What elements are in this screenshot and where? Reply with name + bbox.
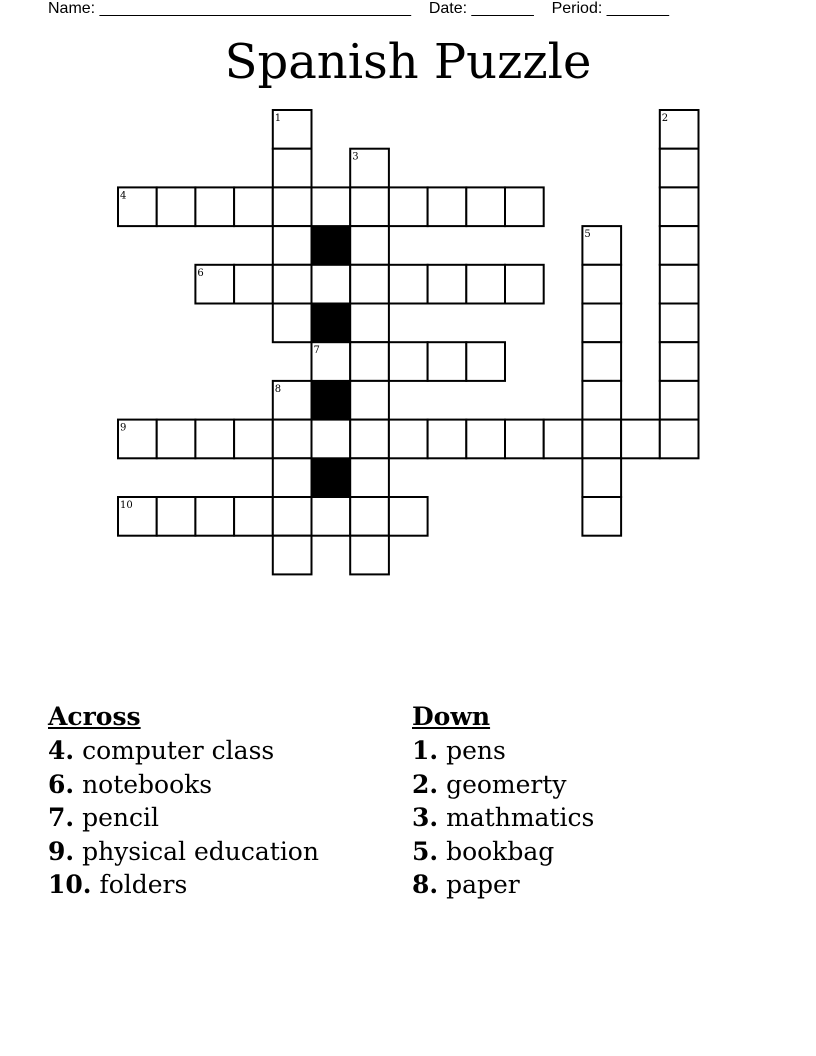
across-heading: Across: [48, 702, 141, 731]
grid-cell[interactable]: [312, 497, 351, 536]
clue-down-8: [412, 868, 594, 902]
grid-cell[interactable]: [660, 149, 699, 188]
grid-cell[interactable]: [389, 420, 428, 459]
clue-number: 6.: [48, 769, 75, 799]
grid-cell[interactable]: [157, 187, 196, 226]
grid-cell[interactable]: [582, 458, 621, 497]
grid-cell[interactable]: [582, 265, 621, 304]
clue-text: folders: [99, 870, 188, 899]
grid-cell[interactable]: [389, 265, 428, 304]
date-label: Date:: [428, 0, 468, 17]
grid-cell[interactable]: [582, 304, 621, 343]
grid-cell[interactable]: [350, 342, 389, 381]
clue-down-2: [412, 768, 594, 802]
page-title: Spanish Puzzle: [224, 34, 592, 90]
grid-cell[interactable]: [350, 420, 389, 459]
grid-cell[interactable]: [582, 381, 621, 420]
cell-number-7: 7: [313, 345, 320, 357]
grid-cell[interactable]: [621, 420, 660, 459]
grid-cell[interactable]: [582, 342, 621, 381]
cell-number-4: 4: [120, 190, 127, 202]
black-cell: [312, 304, 351, 343]
name-label: Name:: [48, 0, 96, 17]
grid-cell[interactable]: [234, 265, 273, 304]
grid-cell[interactable]: [389, 342, 428, 381]
clue-number: 5.: [412, 836, 439, 866]
grid-cell[interactable]: [389, 187, 428, 226]
grid-cell[interactable]: [273, 149, 312, 188]
grid-cell[interactable]: [466, 420, 505, 459]
clue-number: 1.: [412, 736, 439, 765]
clue-down-5: [412, 835, 594, 869]
grid-cell[interactable]: [350, 536, 389, 575]
grid-cell[interactable]: [273, 226, 312, 265]
grid-cell[interactable]: [660, 420, 699, 459]
grid-cell[interactable]: [273, 497, 312, 536]
grid-cell[interactable]: [466, 187, 505, 226]
grid-cell[interactable]: [428, 265, 467, 304]
clue-number: 7.: [48, 803, 75, 832]
cell-number-2: 2: [661, 113, 669, 124]
cell-number-1: 1: [274, 113, 282, 124]
clue-text: paper: [446, 870, 520, 899]
grid-cell[interactable]: [582, 497, 621, 536]
clue-across-6: [48, 768, 319, 802]
grid-cell[interactable]: [312, 265, 351, 304]
grid-cell[interactable]: [660, 265, 699, 304]
clue-across-9: [48, 835, 319, 869]
grid-cell[interactable]: [660, 304, 699, 343]
grid-cell[interactable]: [505, 420, 544, 459]
grid-cell[interactable]: [428, 420, 467, 459]
grid-cell[interactable]: [157, 420, 196, 459]
grid-cell[interactable]: [273, 304, 312, 343]
clue-across-7: [48, 801, 319, 835]
grid-cell[interactable]: [582, 420, 621, 459]
grid-cell[interactable]: [428, 342, 467, 381]
grid-cell[interactable]: [350, 497, 389, 536]
period-blank[interactable]: _______: [606, 0, 670, 17]
clue-number: 10.: [48, 870, 92, 899]
black-cell: [312, 381, 351, 420]
cell-number-5: 5: [584, 229, 591, 241]
clue-text: geomerty: [446, 769, 567, 799]
clue-text: mathmatics: [446, 803, 595, 832]
grid-cell[interactable]: [195, 187, 234, 226]
grid-cell[interactable]: [544, 420, 583, 459]
down-clues: [412, 702, 594, 902]
clue-across-10: [48, 868, 319, 902]
grid-cell[interactable]: [195, 420, 234, 459]
grid-cell[interactable]: [466, 342, 505, 381]
grid-cell[interactable]: [312, 187, 351, 226]
clue-text: pencil: [82, 803, 159, 832]
clue-number: 2.: [412, 769, 439, 799]
grid-cell[interactable]: [350, 226, 389, 265]
black-cell: [312, 226, 351, 265]
cell-number-10: 10: [120, 500, 133, 511]
grid-cell[interactable]: [195, 497, 234, 536]
grid-cell[interactable]: [350, 458, 389, 497]
grid-cell[interactable]: [428, 187, 467, 226]
clue-down-1: [412, 734, 594, 768]
grid-cell[interactable]: [273, 265, 312, 304]
clue-number: 8.: [412, 870, 439, 899]
grid-cell[interactable]: [660, 187, 699, 226]
grid-cell[interactable]: [505, 265, 544, 304]
grid-cell[interactable]: [389, 497, 428, 536]
clue-text: notebooks: [82, 769, 213, 799]
clue-text: computer class: [82, 736, 275, 765]
grid-cell[interactable]: [273, 536, 312, 575]
cell-number-8: 8: [274, 383, 282, 395]
clue-across-4: [48, 734, 319, 768]
clue-down-3: [412, 801, 594, 835]
across-clues: [48, 702, 319, 902]
clue-number: 4.: [48, 736, 75, 765]
grid-cell[interactable]: [466, 265, 505, 304]
grid-cell[interactable]: [273, 458, 312, 497]
cell-number-3: 3: [352, 151, 359, 163]
clue-text: bookbag: [446, 836, 555, 866]
grid-cell[interactable]: [350, 381, 389, 420]
period-label: Period:: [551, 0, 603, 17]
clue-text: physical education: [82, 836, 319, 866]
clue-number: 9.: [48, 836, 75, 866]
black-cell: [312, 458, 351, 497]
cell-number-9: 9: [120, 422, 127, 434]
clue-text: pens: [446, 736, 506, 765]
clue-number: 3.: [412, 803, 439, 832]
grid-cell[interactable]: [157, 497, 196, 536]
date-blank[interactable]: _______: [471, 0, 534, 17]
grid-cell[interactable]: [234, 420, 273, 459]
grid-cell[interactable]: [350, 187, 389, 226]
grid-cell[interactable]: [234, 187, 273, 226]
grid-cell[interactable]: [273, 420, 312, 459]
grid-cell[interactable]: [350, 265, 389, 304]
grid-cell[interactable]: [234, 497, 273, 536]
grid-cell[interactable]: [505, 187, 544, 226]
name-blank[interactable]: ___________________________________: [99, 0, 412, 17]
grid-cell[interactable]: [273, 187, 312, 226]
grid-cell[interactable]: [660, 226, 699, 265]
cell-number-6: 6: [197, 267, 204, 279]
down-heading: Down: [412, 702, 491, 731]
grid-cell[interactable]: [350, 304, 389, 343]
grid-cell[interactable]: [660, 342, 699, 381]
grid-cell[interactable]: [312, 420, 351, 459]
grid-cell[interactable]: [660, 381, 699, 420]
